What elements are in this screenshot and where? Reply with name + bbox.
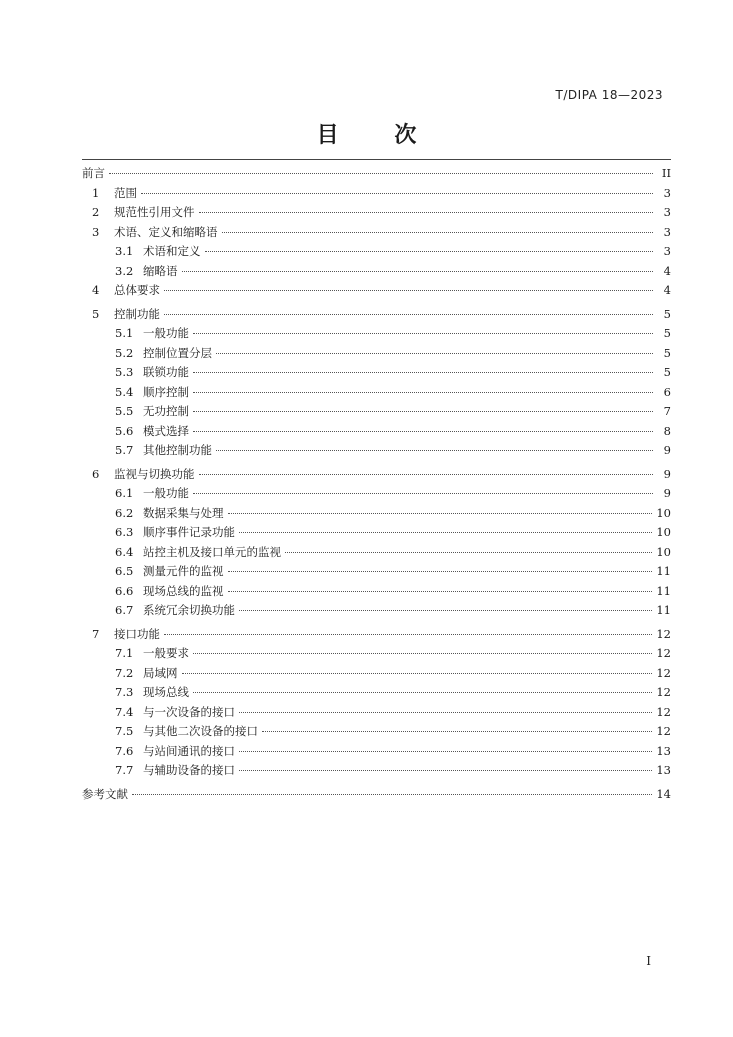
toc-entry-number: 5.7 bbox=[115, 443, 134, 457]
toc-entry[interactable] bbox=[82, 383, 671, 403]
toc-entry-number: 7.7 bbox=[115, 763, 134, 777]
toc-entry-page: 5 bbox=[663, 365, 671, 379]
toc-entry-label: 顺序控制 bbox=[143, 384, 189, 399]
toc-entry-number: 7.4 bbox=[115, 704, 134, 719]
toc-dot-leader bbox=[182, 271, 654, 272]
toc-dot-leader bbox=[132, 794, 652, 795]
toc-entry-number: 7.6 bbox=[115, 743, 134, 758]
toc-entry-label: 数据采集与处理 bbox=[143, 505, 224, 520]
toc-entry-label: 现场总线的监视 bbox=[143, 583, 224, 598]
toc-entry-page: 5 bbox=[663, 306, 671, 321]
toc-entry-page: 12 bbox=[656, 646, 671, 660]
toc-entry[interactable] bbox=[82, 601, 671, 621]
toc-entry-label: 范围 bbox=[114, 185, 137, 200]
toc-entry[interactable] bbox=[82, 402, 671, 422]
toc-dot-leader bbox=[193, 431, 653, 432]
toc-entry-number: 5 bbox=[92, 306, 100, 321]
toc-dot-leader bbox=[193, 411, 653, 412]
toc-entry[interactable] bbox=[82, 683, 671, 703]
toc-entry[interactable] bbox=[82, 504, 671, 524]
toc-dot-leader bbox=[239, 712, 652, 713]
toc-entry-page: 12 bbox=[656, 685, 671, 699]
toc-entry[interactable] bbox=[82, 242, 671, 262]
toc-entry[interactable] bbox=[82, 203, 671, 223]
toc-dot-leader bbox=[228, 591, 653, 592]
toc-entry-page: 3 bbox=[663, 185, 671, 200]
toc-dot-leader bbox=[216, 353, 653, 354]
toc-entry[interactable] bbox=[82, 742, 671, 762]
toc-entry-label: 测量元件的监视 bbox=[143, 564, 224, 578]
toc-entry-page: 8 bbox=[663, 423, 671, 438]
toc-entry-page: 9 bbox=[663, 486, 671, 500]
toc-entry-page: 11 bbox=[656, 603, 671, 617]
toc-entry-label: 监视与切换功能 bbox=[114, 466, 195, 481]
toc-entry-page: 11 bbox=[656, 564, 671, 578]
toc-dot-leader bbox=[164, 314, 653, 315]
toc-dot-leader bbox=[285, 552, 652, 553]
toc-entry-page: 7 bbox=[663, 404, 671, 418]
toc-entry-page: II bbox=[661, 166, 671, 180]
toc-entry-number: 3 bbox=[92, 224, 100, 239]
toc-entry[interactable] bbox=[82, 644, 671, 664]
toc-dot-leader bbox=[164, 634, 652, 635]
toc-entry-label: 前言 bbox=[82, 166, 105, 180]
toc-divider bbox=[82, 159, 671, 160]
toc-entry-number: 6.3 bbox=[115, 525, 134, 539]
toc-entry-number: 7.2 bbox=[115, 665, 134, 680]
toc-entry-number: 7 bbox=[92, 626, 100, 641]
toc-dot-leader bbox=[193, 372, 653, 373]
toc-entry[interactable] bbox=[82, 465, 671, 485]
toc-dot-leader bbox=[193, 493, 653, 494]
toc-entry[interactable] bbox=[82, 664, 671, 684]
toc-entry-number: 7.1 bbox=[115, 646, 134, 660]
toc-dot-leader bbox=[216, 450, 653, 451]
toc-dot-leader bbox=[164, 290, 653, 291]
toc-dot-leader bbox=[228, 571, 653, 572]
toc-entry-page: 3 bbox=[663, 244, 671, 258]
toc-entry[interactable] bbox=[82, 562, 671, 582]
toc-dot-leader bbox=[199, 212, 654, 213]
toc-entry-number: 6.2 bbox=[115, 505, 134, 520]
toc-entry-number: 2 bbox=[92, 205, 100, 219]
toc-entry-page: 5 bbox=[663, 345, 671, 360]
toc-entry-page: 12 bbox=[656, 704, 671, 719]
toc-entry[interactable] bbox=[82, 184, 671, 204]
toc-entry-page: 3 bbox=[663, 224, 671, 239]
toc-dot-leader bbox=[222, 232, 654, 233]
toc-entry-label: 一般要求 bbox=[143, 646, 189, 660]
toc-entry-page: 11 bbox=[656, 583, 671, 598]
toc-dot-leader bbox=[193, 333, 653, 334]
toc-entry-label: 总体要求 bbox=[114, 283, 160, 297]
toc-entry[interactable] bbox=[82, 223, 671, 243]
toc-entry-label: 现场总线 bbox=[143, 685, 189, 699]
toc-entry-label: 其他控制功能 bbox=[143, 443, 212, 457]
toc-entry-label: 系统冗余切换功能 bbox=[143, 603, 235, 617]
toc-dot-leader bbox=[228, 513, 653, 514]
toc-entry[interactable] bbox=[82, 164, 671, 184]
toc-entry-label: 接口功能 bbox=[114, 626, 160, 641]
toc-entry-page: 4 bbox=[663, 283, 671, 297]
toc-entry-label: 一般功能 bbox=[143, 326, 189, 340]
toc-entry[interactable] bbox=[82, 761, 671, 781]
table-of-contents bbox=[82, 164, 671, 804]
toc-entry-number: 6 bbox=[92, 466, 100, 481]
toc-dot-leader bbox=[182, 673, 653, 674]
toc-entry-page: 9 bbox=[663, 443, 671, 457]
toc-entry[interactable] bbox=[82, 484, 671, 504]
toc-entry-page: 5 bbox=[663, 326, 671, 340]
toc-entry-page: 10 bbox=[656, 525, 671, 539]
toc-entry-label: 联锁功能 bbox=[143, 365, 189, 379]
toc-entry-page: 13 bbox=[656, 763, 671, 777]
toc-entry-number: 3.2 bbox=[115, 263, 134, 278]
toc-entry-number: 5.6 bbox=[115, 423, 134, 438]
toc-entry[interactable] bbox=[82, 281, 671, 301]
toc-dot-leader bbox=[193, 692, 652, 693]
toc-entry-number: 5.4 bbox=[115, 384, 134, 399]
toc-entry-label: 顺序事件记录功能 bbox=[143, 525, 235, 539]
toc-entry-label: 站控主机及接口单元的监视 bbox=[143, 544, 281, 559]
toc-entry-page: 12 bbox=[656, 626, 671, 641]
toc-entry-label: 术语和定义 bbox=[143, 244, 201, 258]
toc-entry[interactable] bbox=[82, 625, 671, 645]
toc-entry-number: 6.6 bbox=[115, 583, 134, 598]
toc-entry-page: 3 bbox=[663, 205, 671, 219]
toc-entry-number: 4 bbox=[92, 283, 100, 297]
toc-entry[interactable] bbox=[82, 363, 671, 383]
toc-entry[interactable] bbox=[82, 305, 671, 325]
toc-title: 目 次 bbox=[316, 123, 441, 148]
toc-entry-label: 与辅助设备的接口 bbox=[143, 763, 235, 777]
toc-entry[interactable] bbox=[82, 324, 671, 344]
toc-entry-number: 6.5 bbox=[115, 564, 134, 578]
toc-entry[interactable] bbox=[82, 543, 671, 563]
toc-dot-leader bbox=[239, 770, 652, 771]
toc-dot-leader bbox=[141, 193, 653, 194]
toc-entry-label: 术语、定义和缩略语 bbox=[114, 224, 218, 239]
toc-entry[interactable] bbox=[82, 582, 671, 602]
toc-dot-leader bbox=[109, 173, 653, 174]
page-number: I bbox=[646, 954, 651, 968]
toc-entry-page: 9 bbox=[663, 466, 671, 481]
document-id: T/DIPA 18—2023 bbox=[555, 88, 663, 102]
toc-entry-label: 一般功能 bbox=[143, 486, 189, 500]
toc-entry-page: 4 bbox=[663, 263, 671, 278]
toc-entry-number: 6.4 bbox=[115, 544, 134, 559]
toc-entry-page: 6 bbox=[663, 384, 671, 399]
toc-entry[interactable] bbox=[82, 785, 671, 805]
toc-entry-label: 与站间通讯的接口 bbox=[143, 743, 235, 758]
toc-entry[interactable] bbox=[82, 523, 671, 543]
toc-entry-page: 12 bbox=[656, 724, 671, 738]
toc-entry-page: 14 bbox=[656, 786, 671, 801]
toc-dot-leader bbox=[193, 653, 652, 654]
toc-entry-label: 局域网 bbox=[143, 665, 178, 680]
toc-entry-label: 控制位置分层 bbox=[143, 345, 212, 360]
toc-entry[interactable] bbox=[82, 703, 671, 723]
toc-entry-number: 5.5 bbox=[115, 404, 134, 418]
toc-dot-leader bbox=[239, 751, 652, 752]
toc-entry-number: 5.3 bbox=[115, 365, 134, 379]
toc-entry-page: 13 bbox=[656, 743, 671, 758]
toc-dot-leader bbox=[205, 251, 654, 252]
toc-entry-number: 6.1 bbox=[115, 486, 134, 500]
toc-entry[interactable] bbox=[82, 344, 671, 364]
toc-entry-number: 6.7 bbox=[115, 603, 134, 617]
toc-entry-number: 7.3 bbox=[115, 685, 134, 699]
toc-entry[interactable] bbox=[82, 422, 671, 442]
toc-entry-page: 10 bbox=[656, 505, 671, 520]
toc-entry-label: 规范性引用文件 bbox=[114, 205, 195, 219]
toc-entry-number: 5.2 bbox=[115, 345, 134, 360]
toc-entry-label: 无功控制 bbox=[143, 404, 189, 418]
toc-entry-number: 1 bbox=[92, 185, 100, 200]
toc-entry-label: 控制功能 bbox=[114, 306, 160, 321]
toc-entry-number: 7.5 bbox=[115, 724, 134, 738]
toc-entry-label: 与一次设备的接口 bbox=[143, 704, 235, 719]
toc-entry-label: 缩略语 bbox=[143, 263, 178, 278]
toc-dot-leader bbox=[239, 532, 652, 533]
toc-entry-label: 模式选择 bbox=[143, 423, 189, 438]
toc-dot-leader bbox=[262, 731, 652, 732]
toc-entry[interactable] bbox=[82, 441, 671, 461]
toc-entry-page: 10 bbox=[656, 544, 671, 559]
toc-entry[interactable] bbox=[82, 262, 671, 282]
toc-dot-leader bbox=[199, 474, 654, 475]
toc-entry-page: 12 bbox=[656, 665, 671, 680]
toc-entry-label: 参考文献 bbox=[82, 786, 128, 801]
toc-entry-number: 5.1 bbox=[115, 326, 134, 340]
toc-entry-number: 3.1 bbox=[115, 244, 134, 258]
toc-dot-leader bbox=[239, 610, 652, 611]
toc-entry-label: 与其他二次设备的接口 bbox=[143, 724, 258, 738]
toc-dot-leader bbox=[193, 392, 653, 393]
toc-entry[interactable] bbox=[82, 722, 671, 742]
